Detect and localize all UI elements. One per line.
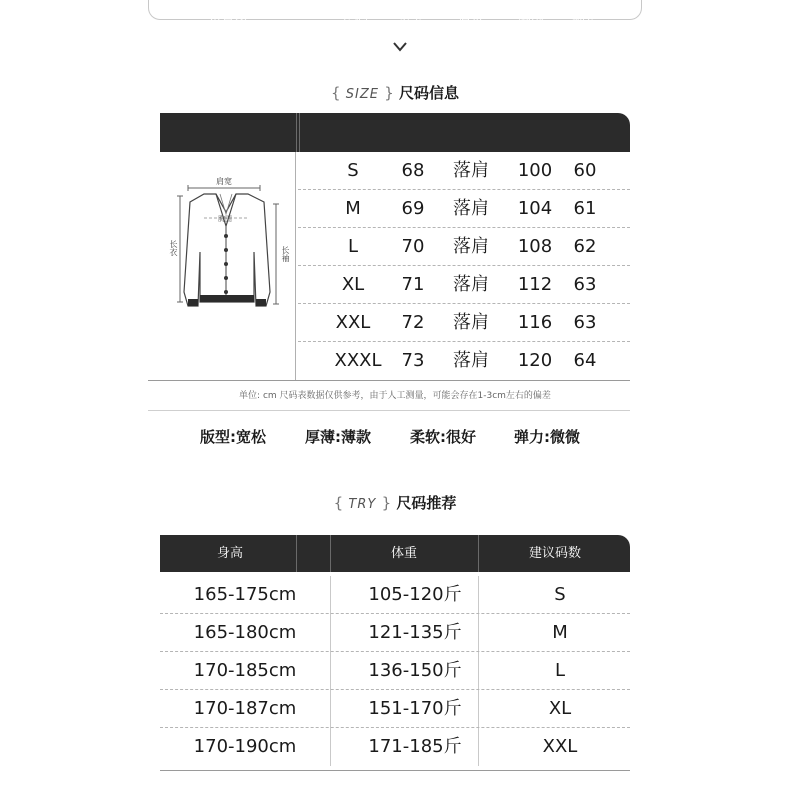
table-row	[298, 342, 630, 380]
cell-sleeve: 63	[573, 312, 597, 333]
cell-size: XXXL	[334, 350, 382, 371]
header-chest: 胸围	[517, 12, 544, 27]
table-row	[160, 728, 630, 766]
cell-recommended-size: M	[552, 622, 568, 643]
attr-elasticity	[514, 426, 580, 447]
header-recommended-size: 建议码数	[528, 546, 581, 561]
header-sleeve: 袖长	[571, 12, 598, 27]
attr-label: 厚薄:	[305, 428, 341, 446]
cell-recommended-size: L	[554, 660, 566, 681]
cell-weight: 121-135斤	[368, 622, 462, 643]
size-section-heading: { SIZE } 尺码信息	[330, 84, 460, 102]
cell-size: M	[345, 198, 361, 219]
cell-chest: 104	[517, 198, 553, 219]
table-row	[160, 576, 630, 614]
size-heading-title: 尺码信息	[399, 84, 460, 102]
attr-value: 很好	[446, 428, 477, 446]
diagram-label-shoulder: 肩宽	[216, 177, 232, 186]
diagram-label-sleeve: 长袖	[281, 246, 290, 262]
attr-value: 宽松	[236, 428, 267, 446]
cell-sleeve: 60	[573, 160, 597, 181]
cell-height: 170-185cm	[193, 660, 297, 681]
cell-length: 69	[401, 198, 425, 219]
try-heading-title: 尺码推荐	[396, 494, 457, 512]
fabric-attributes	[0, 426, 790, 450]
cell-weight: 171-185斤	[368, 736, 462, 757]
diagram-label-length: 长衣	[169, 240, 178, 256]
cell-height: 165-175cm	[193, 584, 297, 605]
cell-shoulder: 落肩	[453, 160, 489, 181]
header-size: 尺码	[341, 12, 368, 27]
table-row	[160, 690, 630, 728]
cell-chest: 112	[517, 274, 553, 295]
table-row	[298, 266, 630, 304]
cell-weight: 136-150斤	[368, 660, 462, 681]
size-table-header	[160, 113, 630, 152]
table-row	[160, 614, 630, 652]
header-height: 身高	[216, 546, 243, 561]
header-length: 衣长	[399, 12, 426, 27]
cell-size: XXL	[335, 312, 371, 333]
cell-sleeve: 64	[573, 350, 597, 371]
cell-weight: 151-170斤	[368, 698, 462, 719]
attr-value: 薄款	[341, 428, 372, 446]
cell-length: 71	[401, 274, 425, 295]
cell-chest: 108	[517, 236, 553, 257]
cell-size: S	[347, 160, 359, 181]
attr-value: 微微	[550, 428, 581, 446]
cell-sleeve: 62	[573, 236, 597, 257]
try-section-heading: { TRY } 尺码推荐	[333, 494, 457, 512]
attr-label: 版型:	[200, 428, 236, 446]
cell-chest: 100	[517, 160, 553, 181]
cell-sleeve: 61	[573, 198, 597, 219]
table-row	[298, 190, 630, 228]
cell-length: 72	[401, 312, 425, 333]
attr-softness	[410, 426, 476, 447]
recommend-table-bottom-rule	[160, 770, 630, 771]
cell-shoulder: 落肩	[453, 236, 489, 257]
note-divider	[148, 410, 630, 411]
cell-recommended-size: XXL	[542, 736, 578, 757]
cell-recommended-size: XL	[548, 698, 572, 719]
header-shoulder: 肩宽	[457, 12, 484, 27]
cell-shoulder: 落肩	[453, 198, 489, 219]
attr-fit	[200, 426, 266, 447]
cell-length: 68	[401, 160, 425, 181]
table-row	[298, 228, 630, 266]
measurement-note: 单位: cm 尺码表数据仅供参考，由于人工测量，可能会存在1-3cm左右的偏差	[239, 391, 551, 401]
attr-label: 柔软:	[410, 428, 446, 446]
cell-height: 170-187cm	[193, 698, 297, 719]
table-row	[298, 152, 630, 190]
header-diagram: 示意图	[208, 12, 248, 27]
cell-chest: 120	[517, 350, 553, 371]
cell-chest: 116	[517, 312, 553, 333]
cell-recommended-size: S	[554, 584, 566, 605]
size-table-bottom-rule	[148, 380, 630, 381]
size-heading-en: SIZE	[345, 87, 379, 102]
cell-weight: 105-120斤	[368, 584, 462, 605]
cell-size: XL	[341, 274, 365, 295]
recommend-table-header	[160, 535, 630, 572]
table-row	[298, 304, 630, 342]
cell-shoulder: 落肩	[453, 350, 489, 371]
cell-shoulder: 落肩	[453, 312, 489, 333]
cell-length: 73	[401, 350, 425, 371]
attr-thickness	[305, 426, 371, 447]
table-row	[160, 652, 630, 690]
cell-sleeve: 63	[573, 274, 597, 295]
cell-height: 165-180cm	[193, 622, 297, 643]
cell-shoulder: 落肩	[453, 274, 489, 295]
cell-height: 170-190cm	[193, 736, 297, 757]
attr-label: 弹力:	[514, 428, 550, 446]
diagram-label-chest: 胸围	[218, 215, 232, 223]
garment-diagram-cell	[160, 152, 296, 380]
try-heading-en: TRY	[348, 497, 377, 512]
header-weight: 体重	[390, 546, 417, 561]
cell-length: 70	[401, 236, 425, 257]
chevron-down-icon	[393, 42, 407, 52]
cell-size: L	[347, 236, 359, 257]
